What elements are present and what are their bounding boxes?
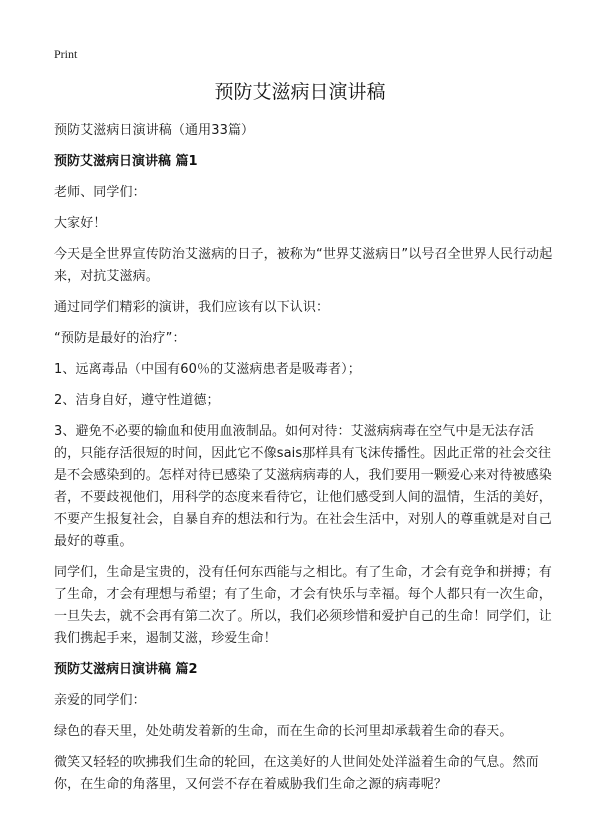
section-2	[54, 659, 554, 796]
print-label: Print	[54, 47, 78, 61]
section-heading: 预防艾滋病日演讲稿 篇1	[54, 154, 198, 169]
paragraph: 微笑又轻轻的吹拂我们生命的轮回，在这美好的人世间处处洋溢着生命的气息。然而你，在生命的角落里，又何尝不存在着威胁我们生命之源的病毒呢？	[54, 755, 539, 792]
paragraph: 绿色的春天里，处处萌发着新的生命，而在生命的长河里却承载着生命的春天。	[54, 724, 513, 739]
document-body	[54, 120, 554, 805]
paragraph: 3、避免不必要的输血和使用血液制品。如何对待：艾滋病病毒在空气中是无法存活的，只能存活很短的时间，因此它不像sais那样具有飞沫传播性。因此正常的社会交往是不会感染到的。怎样对待已感染了艾滋病病毒的人，我们要用一颗爱心来对待被感染者，不要歧视他们，用科学的态度来看待它，让他们感受到人间的温情，生活的美好，不要产生报复社会，自暴自弃的想法和行为。在社会生活中，对别人的尊重就是对自己最好的尊重。	[54, 424, 552, 549]
paragraph: 老师、同学们：	[54, 185, 146, 200]
section-heading: 预防艾滋病日演讲稿 篇2	[54, 662, 198, 677]
paragraph: 亲爱的同学们：	[54, 693, 146, 708]
document-subtitle: 预防艾滋病日演讲稿（通用33篇）	[54, 123, 255, 138]
paragraph: 今天是全世界宣传防治艾滋病的日子，被称为“世界艾滋病日”以号召全世界人民行动起来，对抗艾滋病。	[54, 247, 553, 284]
paragraph: 1、远离毒品（中国有60％的艾滋病患者是吸毒者）；	[54, 362, 361, 377]
section-1	[54, 151, 554, 650]
paragraph: “预防是最好的治疗”：	[54, 331, 186, 346]
paragraph: 2、洁身自好，遵守性道德；	[54, 393, 220, 408]
paragraph: 通过同学们精彩的演讲，我们应该有以下认识：	[54, 300, 330, 315]
page-title: 预防艾滋病日演讲稿	[214, 81, 386, 103]
paragraph: 大家好！	[54, 216, 107, 231]
paragraph: 同学们，生命是宝贵的，没有任何东西能与之相比。有了生命，才会有竞争和拼搏；有了生命，才会有理想与希望；有了生命，才会有快乐与幸福。每个人都只有一次生命，一旦失去，就不会再有第二次了。所以，我们必须珍惜和爱护自己的生命！同学们，让我们携起手来，遏制艾滋，珍爱生命！	[54, 565, 552, 646]
